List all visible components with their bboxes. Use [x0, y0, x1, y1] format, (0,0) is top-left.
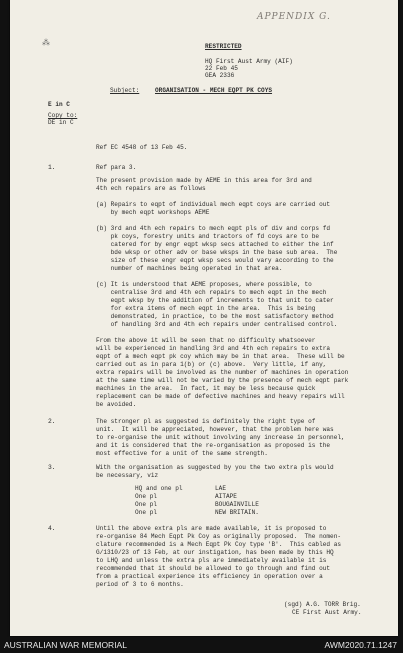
para-from-line: machines in the area. In fact, it may be less because quick	[96, 385, 316, 392]
reference-line: Ref EC 4548 of 13 Feb 45.	[96, 144, 188, 151]
para-b-line: catered for by engr eqpt wksp secs attached to either the inf	[96, 241, 334, 248]
signature-line-2: CE First Aust Army.	[292, 609, 362, 616]
archive-reference: AWM2020.71.1247	[324, 640, 397, 650]
para-2-line: most effective for a unit of the same strength.	[96, 450, 268, 457]
para-2-line: unit. It will be appreciated, however, that the problem here was	[96, 426, 334, 433]
para-4-line: period of 3 to 6 months.	[96, 581, 184, 588]
para-b-line: bde wksp or other adv or base wksps in the base sub area. The	[96, 249, 338, 256]
unit-location: NEW BRITAIN.	[215, 509, 259, 516]
para-b-line: size of these engr eqpt wksp secs would vary according to the	[96, 257, 334, 264]
unit-location: AITAPE	[215, 493, 237, 500]
para-from-line: From the above it will be seen that no difficulty whatsoever	[96, 337, 316, 344]
para-from-line: eqpt of a mech eqpt pk coy which may be in that area. These will be	[96, 353, 345, 360]
para-1-line: Ref para 3.	[96, 164, 137, 171]
para-c-line: for extra items of mech eqpt in the area. This is being	[96, 305, 316, 312]
copy-to-recipient: DE in C	[48, 119, 74, 126]
unit-location: LAE	[215, 485, 226, 492]
unit-name: One pl	[135, 501, 157, 508]
appendix-annotation: APPENDIX G.	[257, 12, 331, 22]
subject-text: ORGANISATION - MECH EQPT PK COYS	[155, 87, 273, 94]
para-4-line: clature recommended is a Mech Eqpt Pk Coy type 'B'. This cabled as	[96, 541, 342, 548]
signature-line-1: (sgd) A.G. TORR Brig.	[284, 601, 361, 608]
para-number-4: 4.	[48, 525, 56, 532]
unit-location: BOUGAINVILLE	[215, 501, 259, 508]
subject-label: Subject:	[110, 87, 140, 94]
para-c-line: of handling 3rd and 4th ech repairs under centralised control.	[96, 321, 338, 328]
para-4-line: re-organise 84 Mech Eqpt Pk Coy as originally proposed. The nomen-	[96, 533, 342, 540]
para-2-line: to re-organise the unit without involving any increase in personnel,	[96, 434, 345, 441]
sender-line-1: HQ First Aust Army (AIF)	[205, 58, 293, 65]
para-4-line: to LHQ and unless the extra pls are immediately available it is	[96, 557, 327, 564]
para-number-2: 2.	[48, 418, 56, 425]
recipient: E in C	[48, 101, 70, 108]
sender-line-3: GEA 2336	[205, 72, 235, 79]
para-3-line: With the organisation as suggested by you the two extra pls would	[96, 464, 334, 471]
archive-name: AUSTRALIAN WAR MEMORIAL	[4, 640, 127, 650]
document-page	[10, 0, 398, 636]
para-number-3: 3.	[48, 464, 56, 471]
para-c-line: eqpt wksp by the addition of increments to that unit to cater	[96, 297, 334, 304]
para-b-line: pk coys, forestry units and tractors of fd coys are to be	[96, 233, 320, 240]
unit-name: One pl	[135, 493, 157, 500]
para-from-line: be avoided.	[96, 401, 137, 408]
para-3-line: be necessary, viz	[96, 472, 159, 479]
archive-footer	[0, 637, 403, 653]
para-4-line: Until the above extra pls are made available, it is proposed to	[96, 525, 327, 532]
para-from-line: at the same time will not be varied by the presence of mech eqpt park	[96, 377, 349, 384]
para-4-line: recommended that it should be allowed to go through and find out	[96, 565, 331, 572]
punch-hole-mark: ⁂	[42, 39, 50, 48]
para-4-line: from a practical experience its efficiency in operation over a	[96, 573, 323, 580]
para-number-1: 1.	[48, 164, 56, 171]
copy-to-label: Copy to:	[48, 112, 78, 119]
unit-name: One pl	[135, 509, 157, 516]
para-c-line: (c) It is understood that AEME proposes, where possible, to	[96, 281, 312, 288]
unit-name: HQ and one pl	[135, 485, 183, 492]
para-from-line: will be experienced in handling 3rd and 4th ech repairs to extra	[96, 345, 331, 352]
para-from-line: extra repairs will be involved as the number of machines in operation	[96, 369, 349, 376]
para-1-line: 4th ech repairs are as follows	[96, 185, 206, 192]
para-2-line: and it is considered that the re-organisation as proposed is the	[96, 442, 331, 449]
para-from-line: carried out as in para 1(b) or (c) above. Very little, if any,	[96, 361, 327, 368]
sender-line-2: 22 Feb 45	[205, 65, 238, 72]
para-1-line: The present provision made by AEME in this area for 3rd and	[96, 177, 312, 184]
para-c-line: centralise 3rd and 4th ech repairs to mech eqpt in the mech	[96, 289, 327, 296]
para-a-line: (a) Repairs to eqpt of individual mech eqpt coys are carried out	[96, 201, 331, 208]
para-2-line: The stronger pl as suggested is definitely the right type of	[96, 418, 316, 425]
para-b-line: number of machines being operated in that area.	[96, 265, 283, 272]
para-4-line: G/1310/23 of 13 Feb, at our instigation, has been made by this HQ	[96, 549, 334, 556]
para-from-line: replacement can be made of defective machines and heavy repairs will	[96, 393, 345, 400]
classification-heading: RESTRICTED	[205, 43, 242, 50]
para-b-line: (b) 3rd and 4th ech repairs to mech eqpt pls of div and corps fd	[96, 225, 331, 232]
para-a-line: by mech eqpt workshops AEME	[96, 209, 210, 216]
para-c-line: demonstrated, in practice, to be the most satisfactory method	[96, 313, 334, 320]
